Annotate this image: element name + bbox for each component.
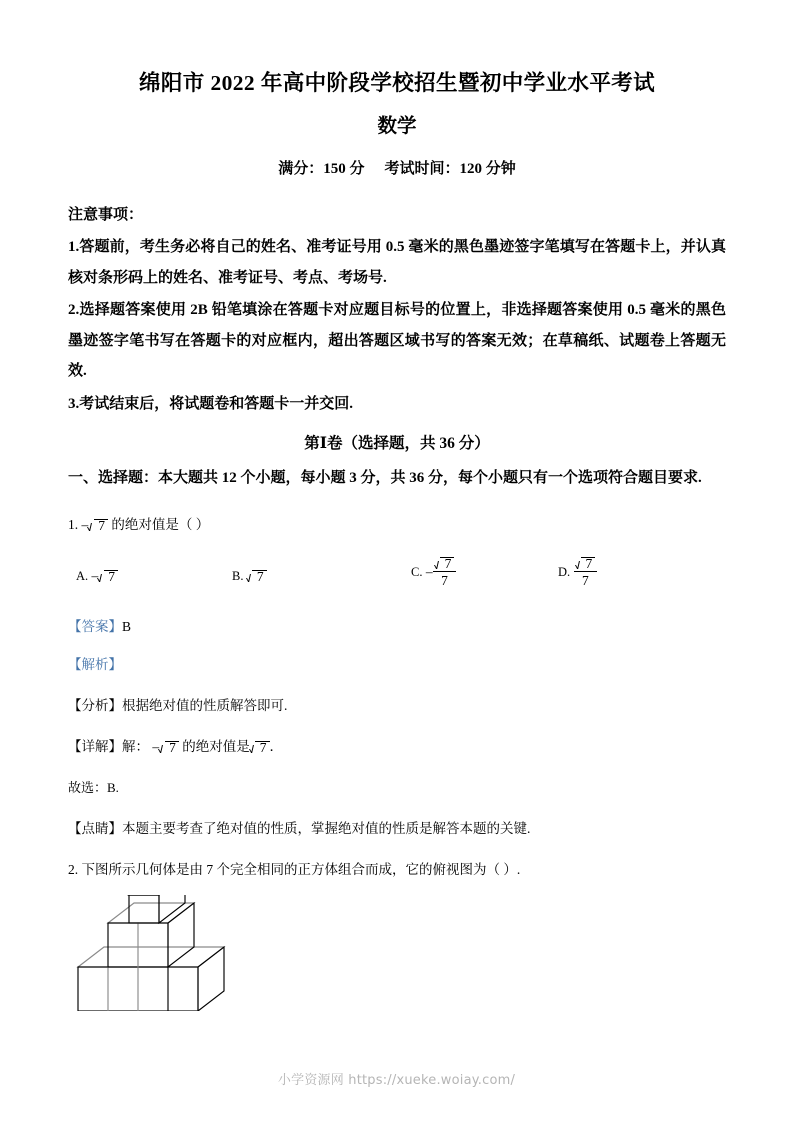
exam-meta (68, 156, 726, 182)
insight-label: 【点睛】 (68, 820, 122, 836)
sqrt-symbol (250, 741, 270, 755)
question-1-number: 1. (68, 516, 79, 532)
detail-mid: 的绝对值是 (182, 738, 250, 754)
option-b[interactable] (232, 566, 267, 586)
option-c-label: C. (411, 564, 423, 579)
insight-row (68, 817, 726, 841)
part-heading: 一、选择题：本大题共 12 个小题，每小题 3 分，共 36 分，每个小题只有一个选项符合题目要求. (68, 470, 702, 486)
radicand: 7 (444, 555, 452, 571)
page-title: 绵阳市 2022 年高中阶段学校招生暨初中学业水平考试 (138, 71, 656, 95)
radicand: 7 (259, 739, 267, 755)
option-c-minus: – (425, 563, 433, 579)
option-a-minus: – (91, 567, 99, 583)
question-1-stem (68, 512, 726, 538)
notice-heading: 注意事项： (68, 207, 144, 223)
subject-title: 数学 (377, 116, 417, 137)
answer-row (68, 615, 726, 639)
option-a-label: A. (76, 568, 89, 583)
radicand: 7 (98, 517, 105, 533)
sqrt-symbol (159, 741, 179, 755)
analysis-sub-text: 根据绝对值的性质解答即可. (122, 697, 288, 713)
sqrt-symbol (435, 557, 455, 571)
option-d[interactable] (558, 556, 597, 590)
cube-stack-figure (74, 895, 334, 1011)
analysis-sub-label: 【分析】 (68, 697, 122, 713)
fraction (574, 555, 598, 589)
radicand: 7 (256, 568, 264, 584)
option-b-label: B. (232, 568, 244, 583)
detail-row (68, 735, 726, 759)
denominator: 7 (582, 573, 589, 588)
choose-row: 故选：B. (68, 779, 119, 795)
detail-label: 【详解】 (68, 738, 122, 754)
detail-minus: – (152, 738, 160, 754)
answer-value: B (122, 618, 132, 634)
sqrt-symbol (88, 519, 108, 533)
question-2-number: 2. (68, 861, 79, 877)
footer-watermark: 小学资源网 https://xueke.woiay.com/ (277, 1073, 516, 1088)
denominator: 7 (441, 573, 448, 588)
radicand: 7 (108, 568, 116, 584)
question-2-text: 下图所示几何体是由 7 个完全相同的正方体组合而成，它的俯视图为（ ）. (81, 861, 521, 877)
analysis-detail-row (68, 694, 726, 718)
analysis-row (68, 653, 726, 677)
radicand: 7 (169, 739, 176, 755)
sqrt-symbol (247, 570, 267, 584)
notice-item-3: 3.考试结束后，将试题卷和答题卡一并交回. (68, 395, 354, 412)
insight-text: 本题主要考查了绝对值的性质，掌握绝对值的性质是解答本题的关键. (122, 820, 531, 836)
section-heading: 第Ⅰ卷（选择题，共 36 分） (304, 435, 490, 452)
question-1-options (68, 554, 726, 600)
option-d-label: D. (558, 564, 571, 579)
analysis-label: 【解析】 (68, 656, 122, 672)
option-a[interactable] (76, 566, 118, 586)
sqrt-symbol (576, 557, 596, 571)
detail-prefix: 解： (122, 738, 149, 754)
question-2-stem (68, 857, 726, 883)
detail-suffix: ． (269, 738, 283, 754)
fraction (433, 555, 457, 589)
radicand: 7 (585, 555, 593, 571)
question-2-figure (68, 895, 726, 1011)
option-c[interactable] (411, 556, 456, 590)
notice-item-1: 1.答题前，考生务必将自己的姓名、准考证号用 0.5 毫米的黑色墨迹签字笔填写在答题卡上，并认真核对条形码上的姓名、准考证号、考点、考场号. (68, 239, 726, 286)
notice-item-2: 2.选择题答案使用 2B 铅笔填涂在答题卡对应题目标号的位置上，非选择题答案使用 0.5 毫米的黑色墨迹签字笔书写在答题卡的对应框内，超出答题区域书写的答案无效；在草稿纸、试题卷上答题无效. (68, 302, 726, 379)
sqrt-symbol (98, 570, 118, 584)
answer-label: 【答案】 (68, 618, 122, 634)
meta-duration: 考试时间：120 分钟 (384, 161, 516, 177)
question-1-stem-text: 的绝对值是（ ） (111, 516, 210, 532)
question-1-minus: – (81, 516, 89, 532)
meta-full-score: 满分：150 分 (278, 161, 365, 177)
